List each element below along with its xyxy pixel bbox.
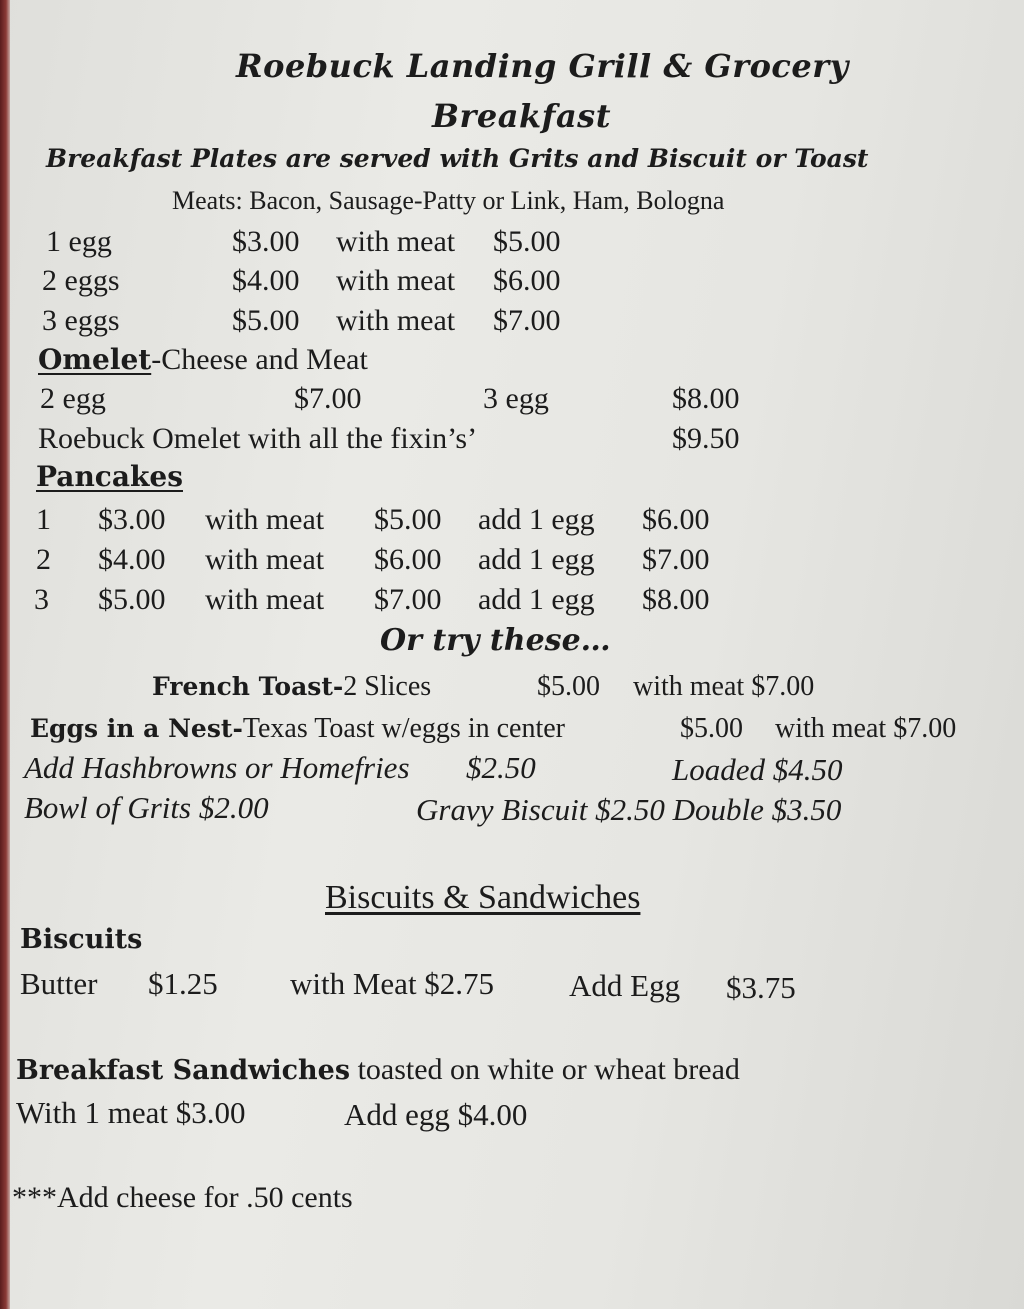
add-cheese-note: ***Add cheese for .50 cents: [12, 1181, 353, 1214]
biscuits-sandwiches-title: Biscuits & Sandwiches: [325, 879, 641, 916]
plate-label: 1 egg: [46, 225, 112, 258]
eggs-nest-price: $5.00: [680, 713, 743, 744]
omelet-two-price: $7.00: [294, 382, 362, 415]
pancake-qty: 3: [34, 583, 49, 616]
omelet-two-label: 2 egg: [40, 382, 106, 415]
pancakes-heading: Pancakes: [36, 460, 183, 493]
plate-meat-label: with meat: [336, 225, 456, 258]
plates-note: Breakfast Plates are served with Grits and Biscuit or Toast: [46, 144, 869, 173]
menu-subtitle: Breakfast: [432, 97, 611, 135]
omelet-three-label: 3 egg: [483, 382, 549, 415]
plate-meat-price: $5.00: [493, 225, 561, 258]
plate-price: $3.00: [232, 225, 300, 258]
biscuit-egg-label: Add Egg: [569, 968, 681, 1003]
biscuit-butter-label: Butter: [20, 966, 98, 1001]
pancake-price: $3.00: [98, 503, 166, 536]
biscuit-egg-price: $3.75: [726, 970, 796, 1005]
roebuck-omelet-label: Roebuck Omelet with all the fixin’s’: [38, 422, 478, 455]
menu-binding-edge: [0, 0, 10, 1309]
sandwich-one-meat: With 1 meat $3.00: [16, 1095, 246, 1130]
pancake-egg-label: add 1 egg: [478, 543, 595, 576]
pancake-qty: 1: [36, 503, 51, 536]
plate-price: $5.00: [232, 304, 300, 337]
hashbrowns-loaded: Loaded $4.50: [672, 752, 843, 787]
eggs-nest-meat: with meat $7.00: [775, 713, 957, 744]
pancake-price: $4.00: [98, 543, 166, 576]
plate-price: $4.00: [232, 264, 300, 297]
plate-meat-label: with meat: [336, 304, 456, 337]
plate-label: 3 eggs: [42, 304, 120, 337]
hashbrowns-label: Add Hashbrowns or Homefries: [24, 750, 410, 785]
french-toast-price: $5.00: [537, 671, 600, 702]
pancake-meat-price: $6.00: [374, 543, 442, 576]
plate-meat-label: with meat: [336, 264, 456, 297]
biscuits-heading: Biscuits: [20, 924, 143, 955]
hashbrowns-price: $2.50: [466, 750, 536, 785]
eggs-nest-line: [30, 714, 565, 743]
omelet-heading-line: [38, 345, 368, 375]
sandwiches-line: [16, 1055, 740, 1085]
biscuit-butter-price: $1.25: [148, 966, 218, 1001]
sandwiches-heading: Breakfast Sandwiches: [16, 1055, 351, 1086]
pancake-meat-price: $7.00: [374, 583, 442, 616]
plate-meat-price: $7.00: [493, 304, 561, 337]
pancake-price: $5.00: [98, 583, 166, 616]
eggs-nest-name: Eggs in a Nest-: [30, 714, 243, 743]
pancake-egg-price: $8.00: [642, 583, 710, 616]
meats-list: Meats: Bacon, Sausage-Patty or Link, Ham, Bologna: [172, 186, 725, 215]
omelet-three-price: $8.00: [672, 382, 740, 415]
pancake-egg-price: $7.00: [642, 543, 710, 576]
plate-meat-price: $6.00: [493, 264, 561, 297]
french-toast-desc: 2 Slices: [343, 671, 432, 702]
pancake-egg-label: add 1 egg: [478, 583, 595, 616]
pancake-meat-label: with meat: [205, 543, 325, 576]
plate-label: 2 eggs: [42, 264, 120, 297]
biscuit-meat: with Meat $2.75: [290, 966, 495, 1001]
pancake-meat-label: with meat: [205, 503, 325, 536]
pancake-egg-price: $6.00: [642, 503, 710, 536]
try-these-heading: Or try these…: [380, 623, 611, 658]
restaurant-title: Roebuck Landing Grill & Grocery: [236, 47, 849, 85]
grits-bowl: Bowl of Grits $2.00: [24, 790, 269, 825]
omelet-heading: Omelet: [38, 343, 152, 376]
pancake-egg-label: add 1 egg: [478, 503, 595, 536]
sandwich-add-egg: Add egg $4.00: [344, 1097, 528, 1132]
pancake-meat-price: $5.00: [374, 503, 442, 536]
roebuck-omelet-price: $9.50: [672, 422, 740, 455]
omelet-desc: -Cheese and Meat: [151, 343, 368, 376]
gravy-biscuit: Gravy Biscuit $2.50 Double $3.50: [416, 792, 842, 827]
pancake-qty: 2: [36, 543, 51, 576]
french-toast-meat: with meat $7.00: [633, 671, 815, 702]
french-toast-name: French Toast-: [152, 672, 344, 701]
french-toast-line: [152, 672, 431, 701]
eggs-nest-desc: Texas Toast w/eggs in center: [242, 713, 565, 744]
sandwiches-desc: toasted on white or wheat bread: [350, 1053, 740, 1086]
pancake-meat-label: with meat: [205, 583, 325, 616]
